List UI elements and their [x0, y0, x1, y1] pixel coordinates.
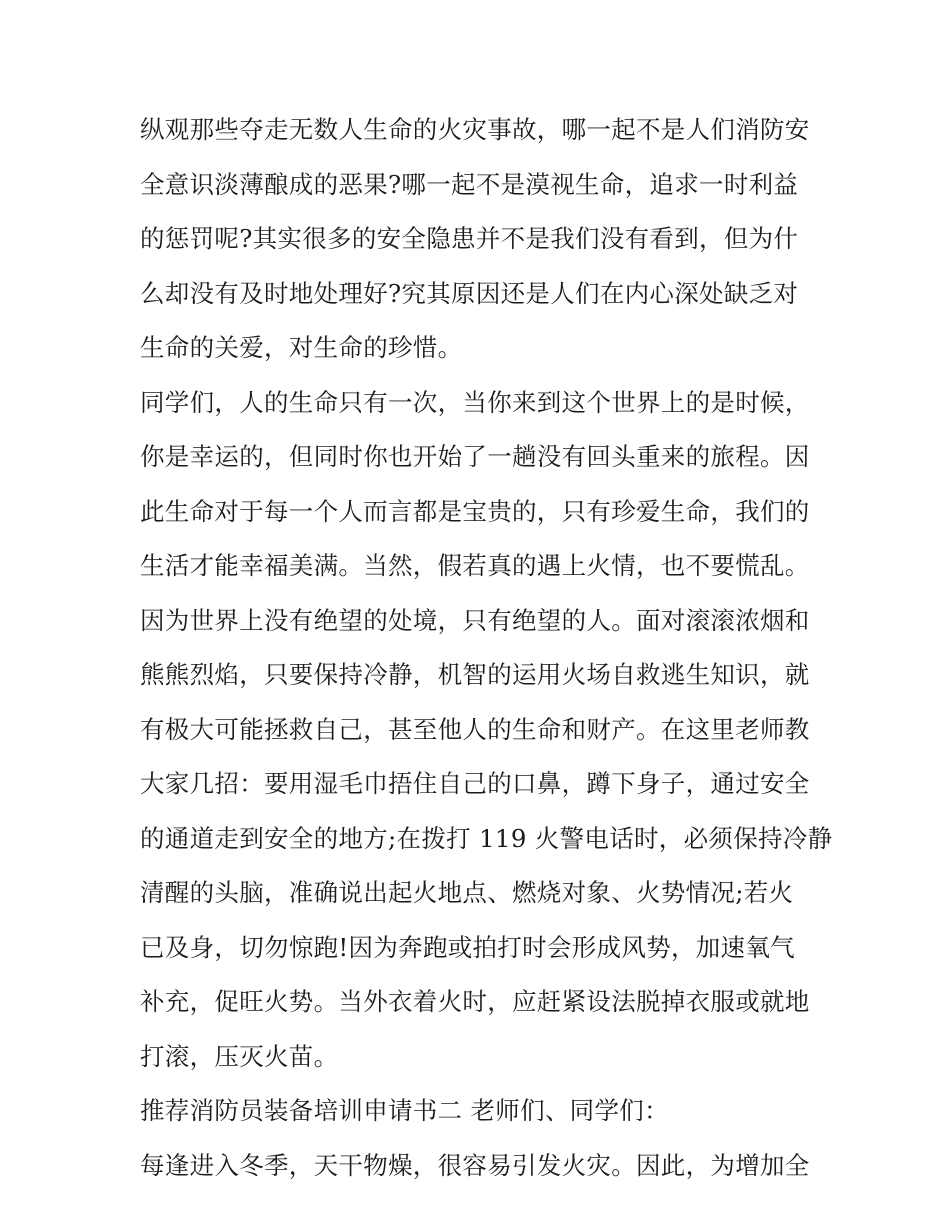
text-line: 打滚，压灭火苗。	[140, 1041, 339, 1071]
text-line: 此生命对于每一个人而言都是宝贵的，只有珍爱生命，我们的	[140, 496, 810, 526]
text-line: 每逢进入冬季，天干物燥，很容易引发火灾。因此，为增加全	[140, 1150, 810, 1180]
text-line: 熊熊烈焰，只要保持冷静，机智的运用火场自救逃生知识，就	[140, 660, 810, 689]
text-line: 你是幸运的，但同时你也开始了一趟没有回头重来的旅程。因	[140, 442, 810, 471]
text-line: 清醒的头脑，准确说出起火地点、燃烧对象、火势情况;若火	[140, 878, 794, 907]
text-line: 因为世界上没有绝望的处境，只有绝望的人。面对滚滚浓烟和	[140, 605, 810, 635]
section-heading: 推荐消防员装备培训申请书二 老师们、同学们：	[140, 1096, 669, 1125]
text-line: 补充，促旺火势。当外衣着火时，应赶紧设法脱掉衣服或就地	[140, 987, 810, 1016]
text-line: 的通道走到安全的地方;在拨打 119 火警电话时，必须保持冷静	[140, 823, 833, 853]
text-line: 的惩罚呢?其实很多的安全隐患并不是我们没有看到，但为什	[140, 224, 799, 253]
text-line: 全意识淡薄酿成的恶果?哪一起不是漠视生命，追求一时利益	[140, 169, 799, 199]
text-line: 有极大可能拯救自己，甚至他人的生命和财产。在这里老师教	[140, 714, 810, 744]
text-line: 同学们，人的生命只有一次，当你来到这个世界上的是时候，	[140, 387, 810, 417]
text-line: 纵观那些夺走无数人生命的火灾事故，哪一起不是人们消防安	[140, 115, 810, 144]
text-line: 大家几招：要用湿毛巾捂住自己的口鼻，蹲下身子，通过安全	[140, 769, 810, 798]
text-line: 么却没有及时地处理好?究其原因还是人们在内心深处缺乏对	[140, 278, 799, 308]
text-line: 生活才能幸福美满。当然，假若真的遇上火情，也不要慌乱。	[140, 551, 810, 580]
text-line: 生命的关爱，对生命的珍惜。	[140, 333, 463, 362]
text-line: 已及身，切勿惊跑!因为奔跑或拍打时会形成风势，加速氧气	[140, 932, 795, 962]
document-body	[140, 103, 833, 1193]
